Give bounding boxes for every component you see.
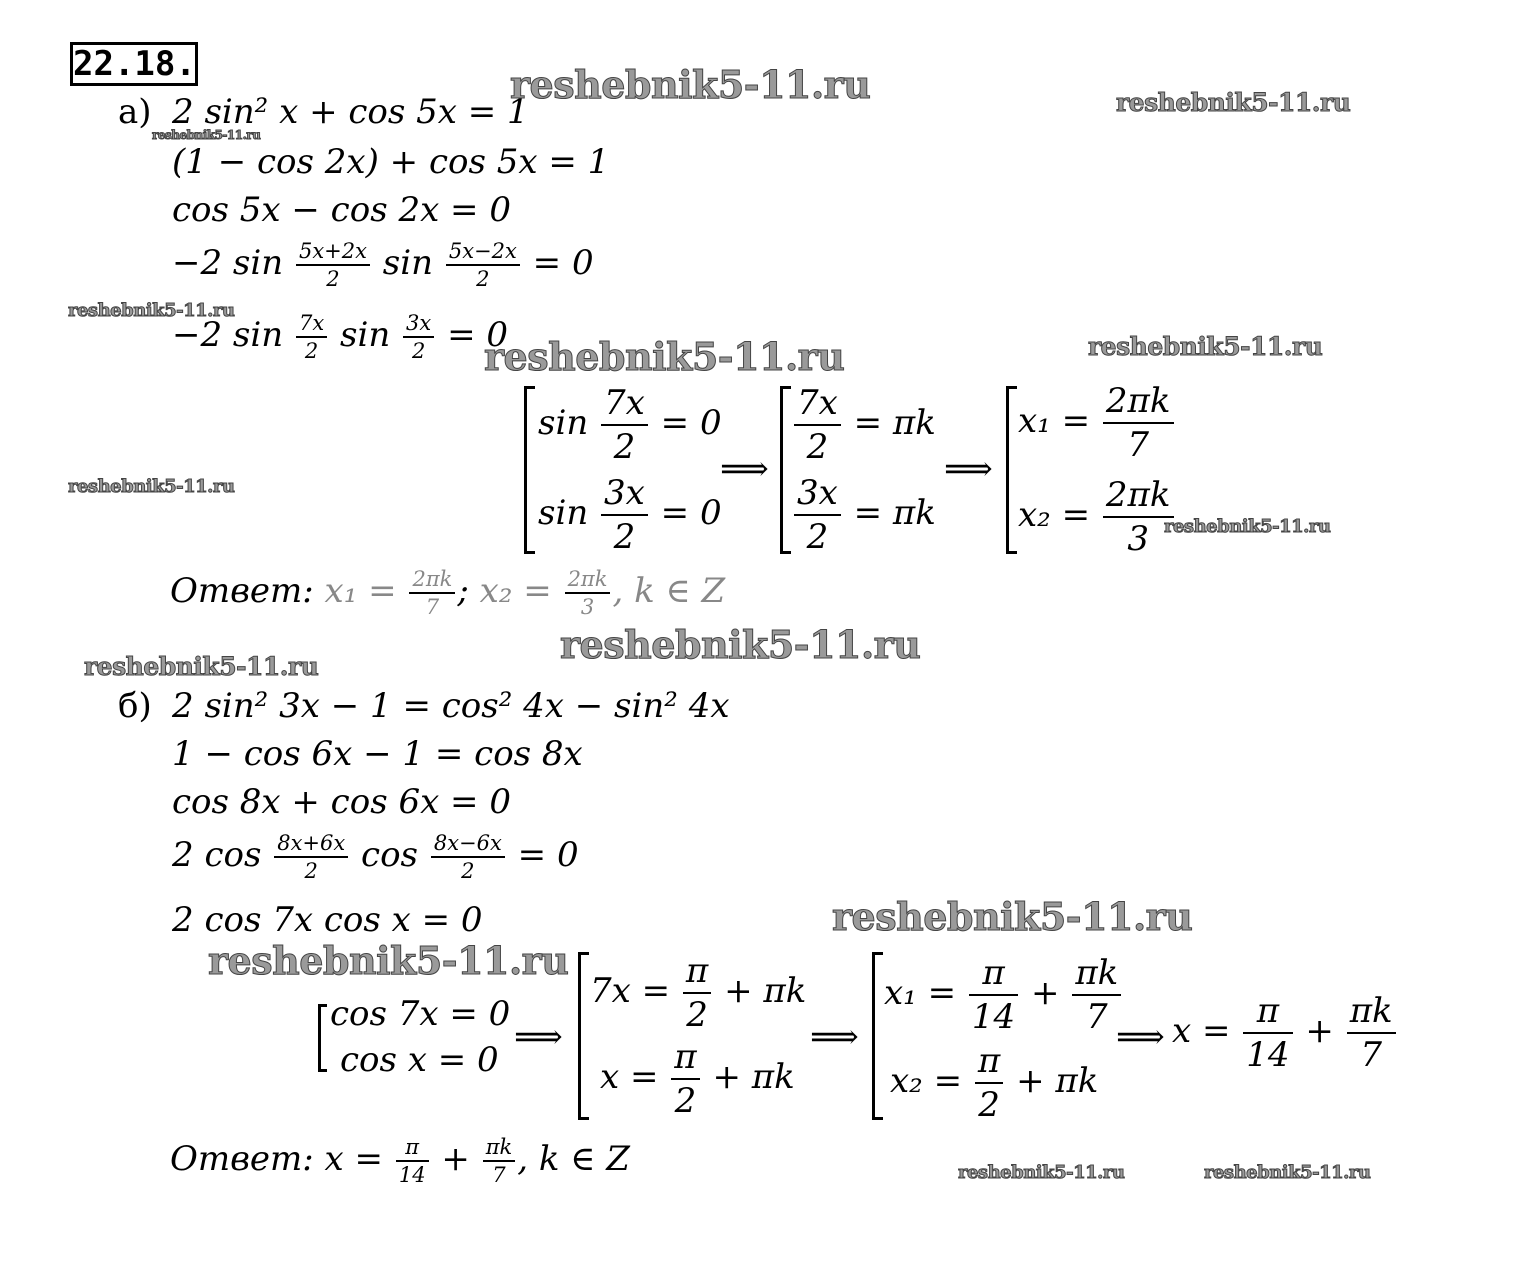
part-a-line3: cos 5x − cos 2x = 0 [172, 190, 511, 230]
implies-arrow: ⟹ [720, 449, 769, 489]
watermark: reshebnik5-11.ru [1164, 516, 1331, 537]
part-b-line3: cos 8x + cos 6x = 0 [172, 782, 511, 822]
implies-arrow: ⟹ [1116, 1017, 1165, 1057]
part-a-line1: 2 sin² x + cos 5x = 1 [172, 92, 529, 132]
watermark: reshebnik5-11.ru [1088, 332, 1323, 361]
part-a-label: а) [118, 92, 152, 132]
watermark: reshebnik5-11.ru [68, 476, 235, 497]
system-bracket [524, 386, 535, 554]
problem-number: 22.18. [70, 42, 198, 86]
watermark: reshebnik5-11.ru [560, 622, 921, 667]
implies-arrow: ⟹ [944, 449, 993, 489]
watermark: reshebnik5-11.ru [152, 128, 261, 142]
part-a-sys1-row2: sin $\frac{3x}{2}$ = 0 [538, 473, 722, 557]
watermark: reshebnik5-11.ru [832, 894, 1193, 939]
part-b-sys1-row2: cos x = 0 [340, 1040, 499, 1080]
watermark: reshebnik5-11.ru [68, 300, 235, 321]
watermark: reshebnik5-11.ru [958, 1162, 1125, 1183]
part-a-sys1-row1: sin $\frac{7x}{2}$ = 0 [538, 383, 722, 467]
part-b-answer: Ответ: x = $\frac{\pi}{14}$ + $\frac{\pi k}{7}$ , k ∈ Z [170, 1135, 630, 1187]
system-bracket [780, 386, 791, 554]
part-b-sys3-row2: x₂ = $\frac{\pi}{2}$ + πk [890, 1041, 1099, 1125]
part-b-sys3-row1: x₁ = $\frac{\pi}{14}$ + $\frac{\pi k}{7}$ [884, 952, 1123, 1038]
watermark: reshebnik5-11.ru [1204, 1162, 1371, 1183]
part-b-line2: 1 − cos 6x − 1 = cos 8x [172, 734, 583, 774]
part-b-line5: 2 cos 7x cos x = 0 [172, 900, 483, 940]
part-a-answer: Ответ: x₁ = $\frac{2\pi k}{7}$ ; x₂ = $\frac{2\pi k}{3}$ , k ∈ Z [170, 567, 726, 619]
system-bracket [872, 952, 883, 1120]
part-a-line2: (1 − cos 2x) + cos 5x = 1 [172, 142, 610, 182]
implies-arrow: ⟹ [810, 1017, 859, 1057]
part-a-line4: −2 sin $\frac{5x+2x}{2}$ sin $\frac{5x-2x}{2}$ = 0 [172, 239, 594, 291]
watermark: reshebnik5-11.ru [208, 938, 569, 983]
part-b-line4: 2 cos $\frac{8x+6x}{2}$ cos $\frac{8x-6x}{2}$ = 0 [172, 831, 579, 883]
system-bracket [578, 952, 589, 1120]
system-bracket [1006, 386, 1017, 554]
watermark: reshebnik5-11.ru [484, 334, 845, 379]
watermark: reshebnik5-11.ru [1116, 88, 1351, 117]
part-a-line5: −2 sin $\frac{7x}{2}$ sin $\frac{3x}{2}$ = 0 [172, 311, 509, 363]
part-b-final: x = $\frac{\pi}{14}$ + $\frac{\pi k}{7}$ [1172, 990, 1398, 1076]
part-a-sys2-row2: $\frac{3x}{2}$ = πk [792, 472, 936, 558]
watermark: reshebnik5-11.ru [84, 652, 319, 681]
part-a-sys3-row2: x₂ = $\frac{2\pi k}{3}$ [1018, 474, 1176, 560]
part-a-sys2-row1: $\frac{7x}{2}$ = πk [792, 382, 936, 468]
system-bracket [318, 1004, 327, 1072]
part-b-sys2-row1: 7x = $\frac{\pi}{2}$ + πk [590, 951, 807, 1035]
implies-arrow: ⟹ [514, 1017, 563, 1057]
part-b-sys1-row1: cos 7x = 0 [330, 994, 511, 1034]
watermark: reshebnik5-11.ru [510, 62, 871, 107]
part-b-line1: 2 sin² 3x − 1 = cos² 4x − sin² 4x [172, 686, 730, 726]
part-a-sys3-row1: x₁ = $\frac{2\pi k}{7}$ [1018, 380, 1176, 466]
part-b-sys2-row2: x = $\frac{\pi}{2}$ + πk [600, 1037, 795, 1121]
part-b-label: б) [118, 686, 152, 726]
